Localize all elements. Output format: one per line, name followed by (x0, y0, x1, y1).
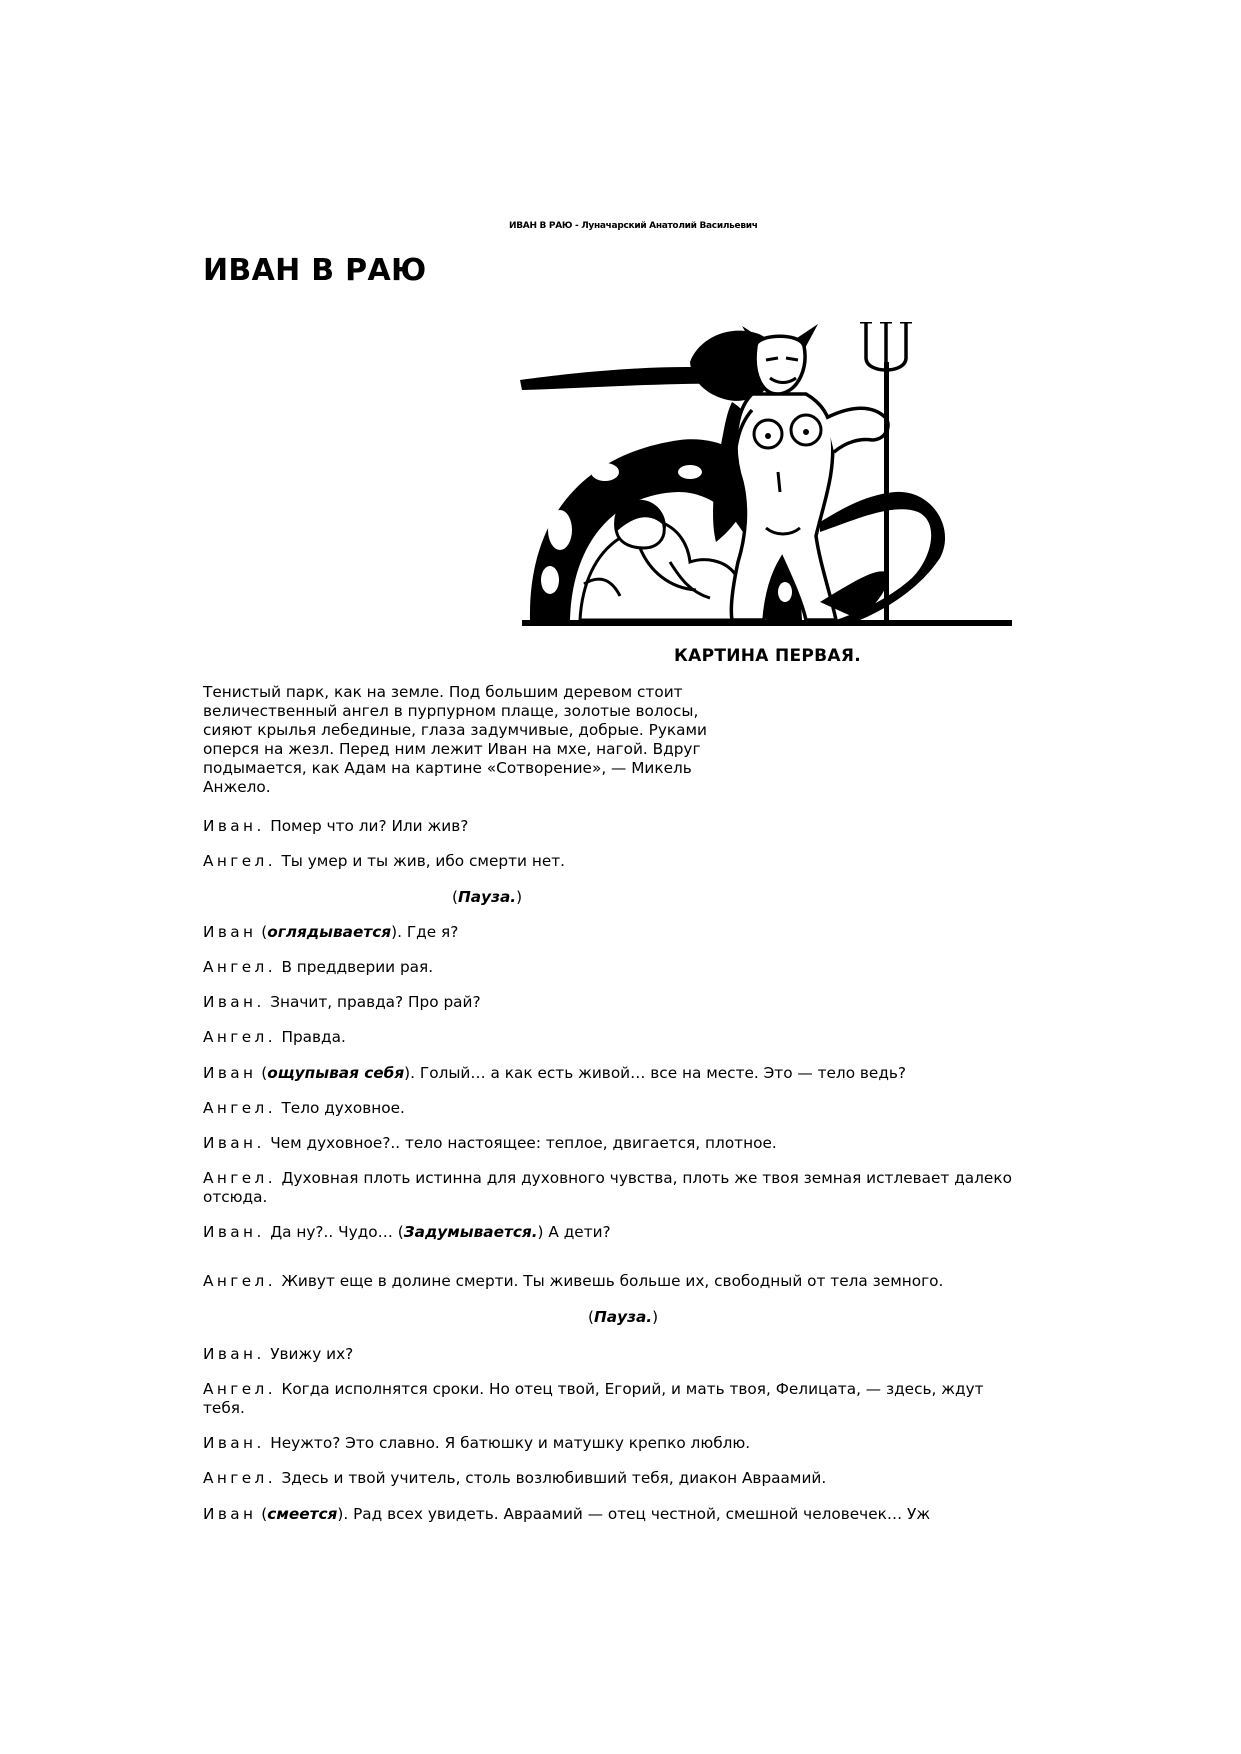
dialogue-line: Иван (ощупывая себя). Голый… а как есть живой… все на месте. Это — тело ведь? (203, 1064, 907, 1082)
devil-with-trident-and-kneeling-man-illustration (520, 322, 1015, 632)
stage-remark: оглядывается (267, 923, 392, 941)
speaker-name: Ангел (203, 1099, 268, 1117)
dialogue-line: Иван (смеется). Рад всех увидеть. Авраамий — отец честной, смешной человечек… Уж (203, 1505, 931, 1523)
line-text: Где я? (406, 923, 459, 941)
line-text: В преддверии рая. (281, 958, 434, 976)
opening-stage-direction: Тенистый парк, как на земле. Под большим деревом стоит величественный ангел в пурпурном плаще, золотые волосы, сияют крылья лебединые, глаза задумчивые, добрые. Руками оперся на жезл. Перед ним лежит Иван на мхе, нагой. Вдруг подымается, как Адам на картине «Сотворение», — Микель Анжело. (203, 683, 707, 796)
line-text: Рад всех увидеть. Авраамий — отец честной, смешной человечек… Уж (353, 1505, 931, 1523)
dialogue-line: Иван. Неужто? Это славно. Я батюшку и матушку крепко люблю. (203, 1434, 751, 1452)
speaker-name: Ангел (203, 1380, 268, 1398)
speaker-name: Иван (203, 1134, 257, 1152)
pause-direction: (Пауза.) (588, 1308, 659, 1326)
line-text: Да ну?.. Чудо… (270, 1223, 393, 1241)
dialogue-line: Иван. Да ну?.. Чудо… (Задумывается.) А дети? (203, 1223, 611, 1241)
line-text: Здесь и твой учитель, столь возлюбивший тебя, диакон Авраамий. (281, 1469, 827, 1487)
dialogue-line: Иван. Чем духовное?.. тело настоящее: теплое, двигается, плотное. (203, 1134, 777, 1152)
speaker-name: Ангел (203, 1272, 268, 1290)
line-text: Ты умер и ты жив, ибо смерти нет. (281, 852, 565, 870)
line-text: Значит, правда? Про рай? (270, 993, 481, 1011)
line-text: Живут еще в долине смерти. Ты живешь больше их, свободный от тела земного. (281, 1272, 944, 1290)
dialogue-line: Ангел. Ты умер и ты жив, ибо смерти нет. (203, 852, 565, 870)
speaker-name: Ангел (203, 852, 268, 870)
dialogue-line: Ангел. Живут еще в долине смерти. Ты живешь больше их, свободный от тела земного. (203, 1272, 944, 1290)
dialogue-line: Ангел. Здесь и твой учитель, столь возлюбивший тебя, диакон Авраамий. (203, 1469, 827, 1487)
stage-remark: Задумывается. (403, 1223, 538, 1241)
pause-text: Пауза. (593, 1308, 653, 1326)
dialogue-line: Ангел. Тело духовное. (203, 1099, 405, 1117)
speaker-name: Иван (203, 1223, 257, 1241)
line-text: Правда. (281, 1028, 346, 1046)
line-text: Увижу их? (270, 1345, 354, 1363)
line-text: Помер что ли? Или жив? (270, 817, 469, 835)
speaker-name: Иван (203, 923, 257, 941)
pause-direction: (Пауза.) (452, 888, 523, 906)
speaker-name: Иван (203, 1345, 257, 1363)
speaker-name: Ангел (203, 1028, 268, 1046)
dialogue-line: Ангел. Правда. (203, 1028, 346, 1046)
dialogue-line: Иван. Помер что ли? Или жив? (203, 817, 469, 835)
dialogue-line: Ангел. В преддверии рая. (203, 958, 434, 976)
line-text: Духовная плоть истинна для духовного чувства, плоть же твоя земная истлевает далеко отсюда. (203, 1169, 1012, 1206)
dialogue-line: Иван. Увижу их? (203, 1345, 354, 1363)
line-text: Чем духовное?.. тело настоящее: теплое, двигается, плотное. (270, 1134, 777, 1152)
stage-remark: ощупывая себя (267, 1064, 405, 1082)
speaker-name: Иван (203, 1505, 257, 1523)
speaker-name: Ангел (203, 1469, 268, 1487)
speaker-name: Ангел (203, 958, 268, 976)
line-text: Голый… а как есть живой… все на месте. Это — тело ведь? (419, 1064, 907, 1082)
speaker-name: Иван (203, 993, 257, 1011)
line-text: Когда исполнятся сроки. Но отец твой, Егорий, и мать твоя, Фелицата, — здесь, ждут тебя. (203, 1380, 984, 1417)
dialogue-line: Ангел. Духовная плоть истинна для духовного чувства, плоть же твоя земная истлевает далеко отсюда. (203, 1169, 1012, 1206)
speaker-name: Иван (203, 1064, 257, 1082)
pause-text: Пауза. (457, 888, 517, 906)
line-text: Неужто? Это славно. Я батюшку и матушку крепко люблю. (270, 1434, 751, 1452)
line-text: А дети? (548, 1223, 611, 1241)
scene-title: КАРТИНА ПЕРВАЯ. (673, 646, 862, 666)
speaker-name: Ангел (203, 1169, 268, 1187)
dialogue-line: Ангел. Когда исполнятся сроки. Но отец твой, Егорий, и мать твоя, Фелицата, — здесь, ждут тебя. (203, 1380, 984, 1417)
speaker-name: Иван (203, 1434, 257, 1452)
page-title: ИВАН В РАЮ (203, 253, 427, 288)
line-text: Тело духовное. (281, 1099, 405, 1117)
dialogue-line: Иван. Значит, правда? Про рай? (203, 993, 481, 1011)
stage-remark: смеется (267, 1505, 338, 1523)
dialogue-line: Иван (оглядывается). Где я? (203, 923, 459, 941)
running-header: ИВАН В РАЮ - Луначарский Анатолий Васильевич (509, 221, 758, 231)
speaker-name: Иван (203, 817, 257, 835)
